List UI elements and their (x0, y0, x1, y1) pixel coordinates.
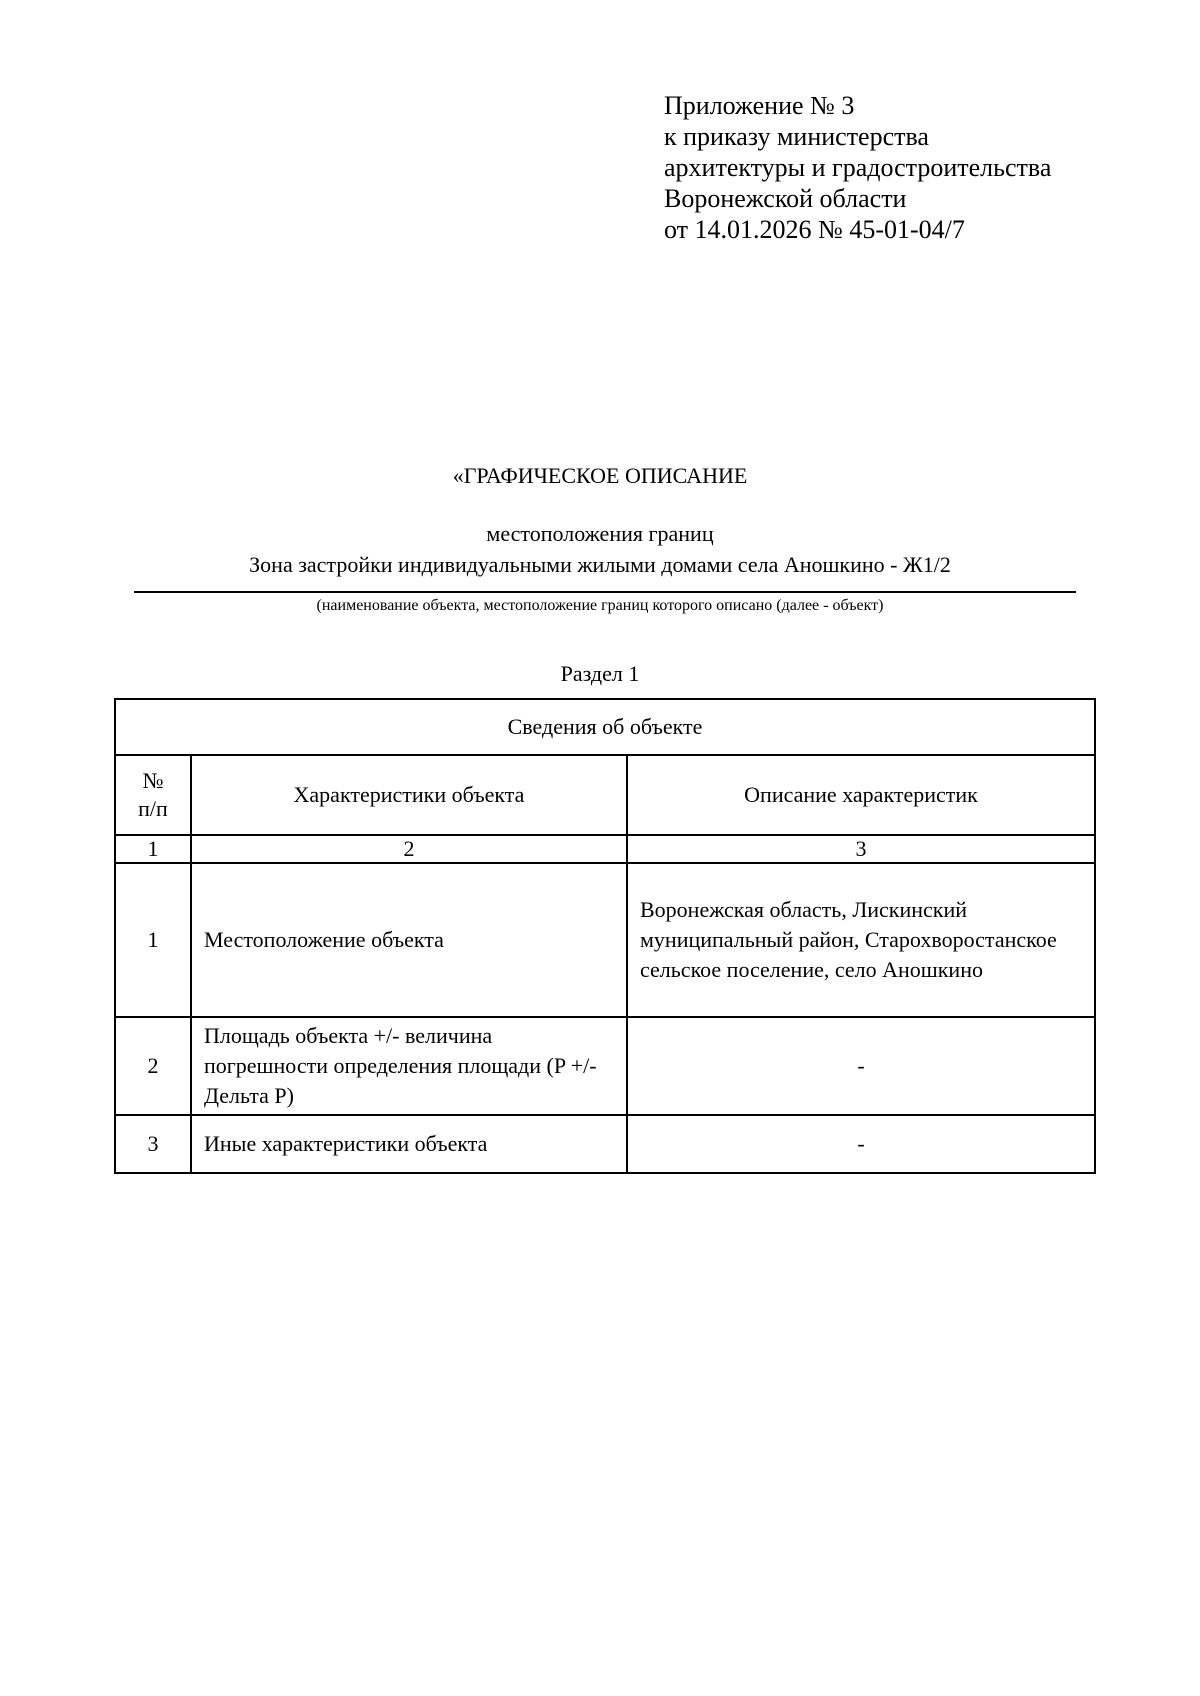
appendix-line: от 14.01.2026 № 45-01-04/7 (664, 215, 965, 244)
table-caption: Сведения об объекте (115, 699, 1095, 755)
subtitle-line-1: местоположения границ (486, 521, 714, 546)
subtitle-line-2: Зона застройки индивидуальными жилыми домами села Аношкино - Ж1/2 (249, 552, 951, 577)
row-number: 1 (115, 863, 191, 1017)
row-characteristic: Иные характеристики объекта (191, 1115, 627, 1173)
header-description: Описание характеристик (627, 755, 1095, 835)
column-number: 1 (115, 835, 191, 863)
appendix-line: архитектуры и градостроительства (664, 153, 1052, 182)
row-number: 3 (115, 1115, 191, 1173)
header-number (115, 755, 191, 835)
column-number-row (115, 835, 1095, 863)
section-heading: Раздел 1 (560, 661, 640, 686)
document-subtitle (0, 518, 1200, 580)
header-characteristic: Характеристики объекта (191, 755, 627, 835)
table-header-row (115, 755, 1095, 835)
row-characteristic: Местоположение объекта (191, 863, 627, 1017)
row-characteristic: Площадь объекта +/- величина погрешности определения площади (P +/- Дельта P) (191, 1017, 627, 1115)
header-number-line-2: п/п (138, 796, 168, 821)
table-row (115, 863, 1095, 1017)
appendix-line: Приложение № 3 (664, 91, 855, 120)
divider-caption: (наименование объекта, местоположение границ которого описано (далее - объект) (316, 597, 884, 614)
object-info-table (114, 698, 1096, 1174)
column-number: 2 (191, 835, 627, 863)
underline-divider (134, 591, 1076, 593)
row-description: Воронежская область, Лискинский муниципальный район, Старохворостанское сельское поселение, село Аношкино (627, 863, 1095, 1017)
column-number: 3 (627, 835, 1095, 863)
appendix-line: Воронежской области (664, 184, 907, 213)
row-description: - (627, 1017, 1095, 1115)
header-number-line-1: № (142, 768, 164, 793)
table-row (115, 1115, 1095, 1173)
document-title: «ГРАФИЧЕСКОЕ ОПИСАНИЕ (452, 463, 748, 488)
row-number: 2 (115, 1017, 191, 1115)
table-caption-row (115, 699, 1095, 755)
row-description: - (627, 1115, 1095, 1173)
appendix-line: к приказу министерства (664, 122, 929, 151)
table-row (115, 1017, 1095, 1115)
appendix-header (664, 90, 1051, 245)
